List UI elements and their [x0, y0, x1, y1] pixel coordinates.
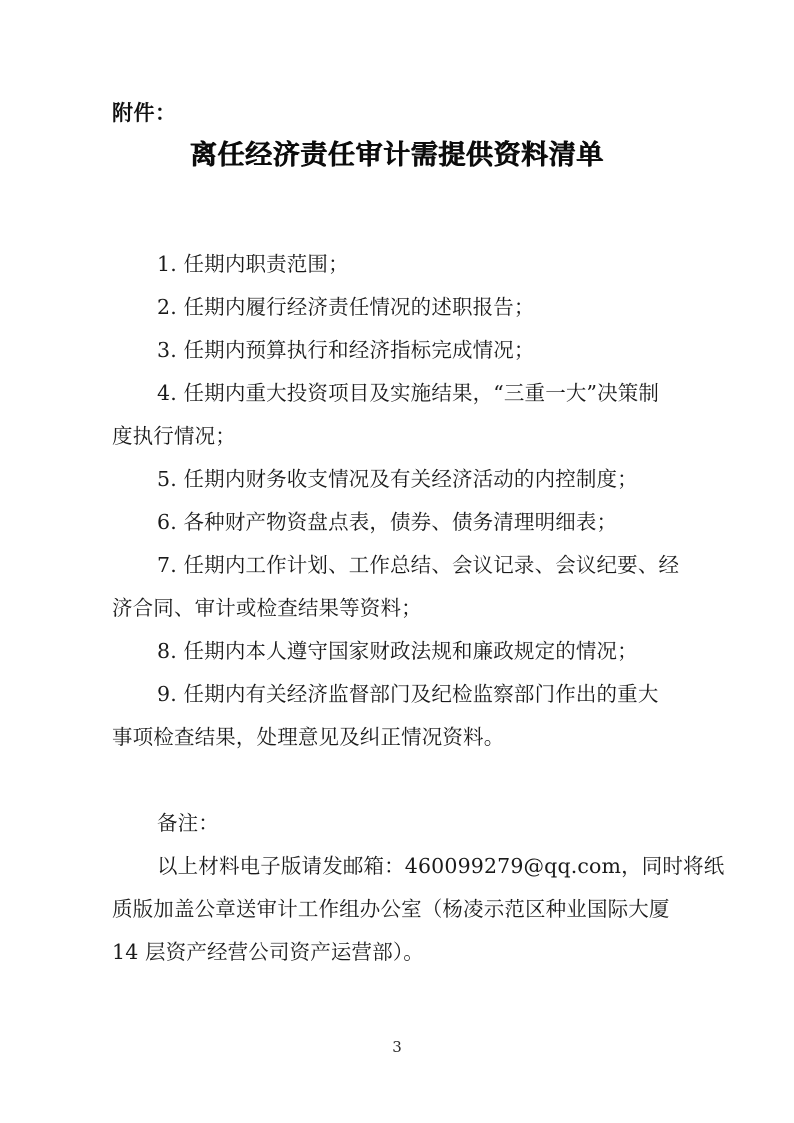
requirement-line: 9. 任期内有关经济监督部门及纪检监察部门作出的重大: [157, 682, 659, 706]
notes-line: 以上材料电子版请发邮箱：460099279@qq.com，同时将纸: [157, 854, 725, 878]
notes-body: [112, 845, 725, 974]
requirement-line: 3. 任期内预算执行和经济指标完成情况；: [157, 338, 535, 362]
requirement-line: 8. 任期内本人遵守国家财政法规和廉政规定的情况；: [157, 639, 638, 663]
requirement-line: 2. 任期内履行经济责任情况的述职报告；: [157, 295, 535, 319]
page-number: 3: [392, 1038, 402, 1056]
notes-line: 质版加盖公章送审计工作组办公室（杨凌示范区种业国际大厦: [112, 897, 670, 921]
notes-heading: 备注：: [157, 811, 219, 835]
requirement-line: 5. 任期内财务收支情况及有关经济活动的内控制度；: [157, 467, 638, 491]
requirements-list: [112, 243, 684, 759]
requirement-line: 度执行情况；: [112, 424, 236, 448]
requirement-line: 4. 任期内重大投资项目及实施结果，“三重一大”决策制: [157, 381, 660, 405]
notes-line: 14 层资产经营公司资产运营部）。: [112, 940, 424, 964]
requirement-line: 济合同、审计或检查结果等资料；: [112, 596, 422, 620]
paragraph-spacer: [112, 759, 684, 802]
requirement-line: 事项检查结果，处理意见及纠正情况资料。: [112, 725, 505, 749]
attachment-label: 附件：: [112, 101, 177, 125]
requirement-line: 6. 各种财产物资盘点表，债券、债务清理明细表；: [157, 510, 618, 534]
document-body: [112, 243, 725, 974]
page-title: 离任经济责任审计需提供资料清单: [190, 140, 604, 171]
requirement-line: 1. 任期内职责范围；: [157, 252, 349, 276]
requirement-line: 7. 任期内工作计划、工作总结、会议记录、会议纪要、经: [157, 553, 680, 577]
